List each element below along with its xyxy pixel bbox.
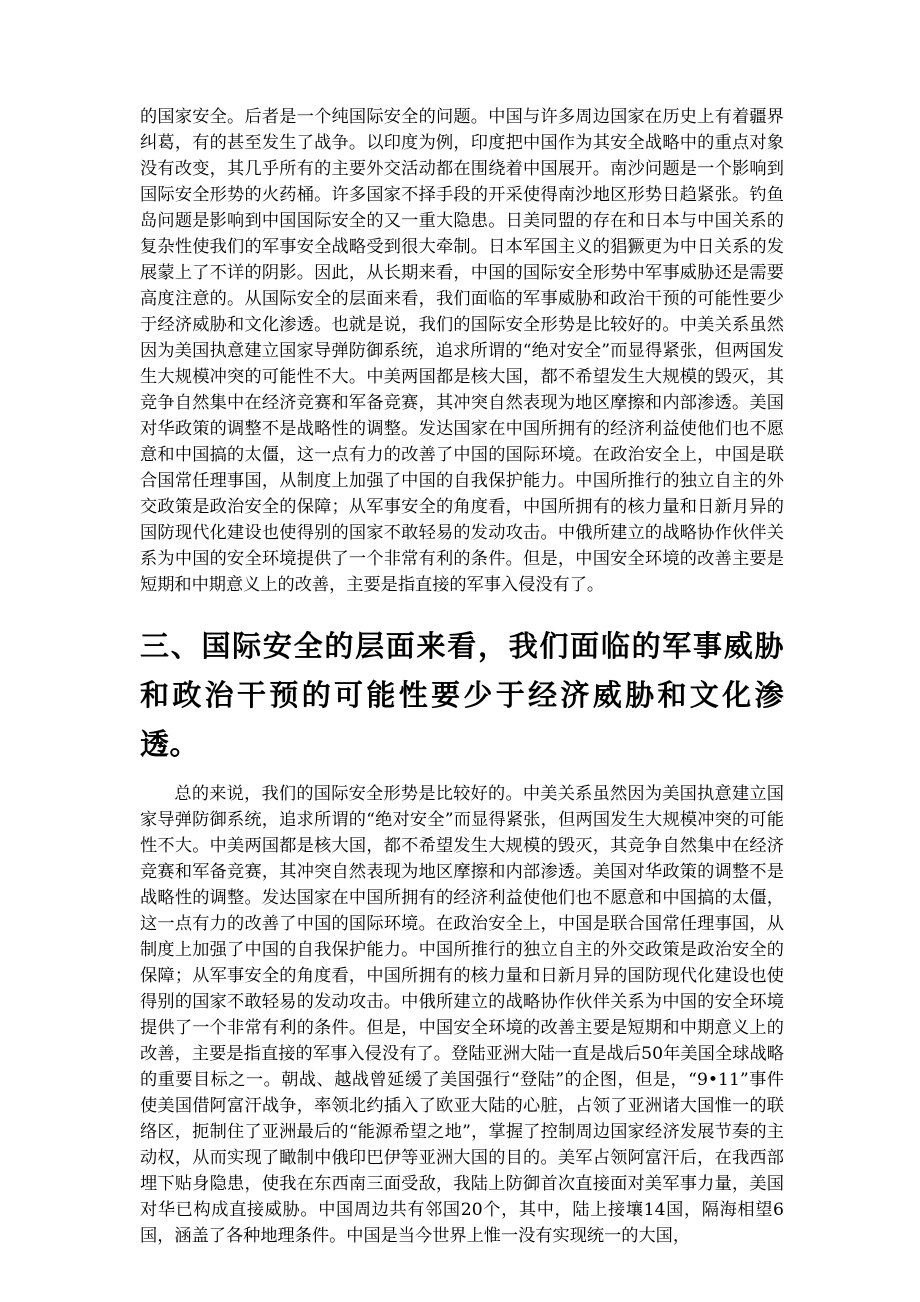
document-page [140,104,784,1249]
body-paragraph-2: 总的来说，我们的国际安全形势是比较好的。中美关系虽然因为美国执意建立国家导弹防御系统，追求所谓的“绝对安全”而显得紧张，但两国发生大规模冲突的可能性不大。中美两国都是核大国，都不希望发生大规模的毁灭，其竞争自然集中在经济竞赛和军备竞赛，其冲突自然表现为地区摩擦和内部渗透。美国对华政策的调整不是战略性的调整。发达国家在中国所拥有的经济利益使他们也不愿意和中国搞的太僵，这一点有力的改善了中国的国际环境。在政治安全上，中国是联合国常任理事国，从制度上加强了中国的自我保护能力。中国所推行的独立自主的外交政策是政治安全的保障；从军事安全的角度看，中国所拥有的核力量和日新月异的国防现代化建设也使得别的国家不敢轻易的发动攻击。中俄所建立的战略协作伙伴关系为中国的安全环境提供了一个非常有利的条件。但是，中国安全环境的改善主要是短期和中期意义上的改善，主要是指直接的军事入侵没有了。登陆亚洲大陆一直是战后50年美国全球战略的重要目标之一。朝战、越战曾延缓了美国强行“登陆”的企图，但是，“9•11”事件使美国借阿富汗战争，率领北约插入了欧亚大陆的心脏，占领了亚洲诸大国惟一的联络区，扼制住了亚洲最后的“能源希望之地”，掌握了控制周边国家经济发展节奏的主动权，从而实现了瞰制中俄印巴伊等亚洲大国的目的。美军占领阿富汗后，在我西部埋下贴身隐患，使我在东西南三面受敌，我陆上防御首次直接面对美军事力量，美国对华已构成直接威胁。中国周边共有邻国20个，其中，陆上接壤14国，隔海相望6国，涵盖了各种地理条件。中国是当今世界上惟一没有实现统一的大国， [140,784,784,1246]
body-paragraph-1: 的国家安全。后者是一个纯国际安全的问题。中国与许多周边国家在历史上有着疆界纠葛，有的甚至发生了战争。以印度为例，印度把中国作为其安全战略中的重点对象没有改变，其几乎所有的主要外交活动都在围绕着中国展开。南沙问题是一个影响到国际安全形势的火药桶。许多国家不择手段的开采使得南沙地区形势日趋紧张。钓鱼岛问题是影响到中国国际安全的又一重大隐患。日美同盟的存在和日本与中国关系的复杂性使我们的军事安全战略受到很大牵制。日本军国主义的猖獗更为中日关系的发展蒙上了不详的阴影。因此，从长期来看，中国的国际安全形势中军事威胁还是需要高度注意的。从国际安全的层面来看，我们面临的军事威胁和政治干预的可能性要少于经济威胁和文化渗透。也就是说，我们的国际安全形势是比较好的。中美关系虽然因为美国执意建立国家导弹防御系统，追求所谓的“绝对安全”而显得紧张，但两国发生大规模冲突的可能性不大。中美两国都是核大国，都不希望发生大规模的毁灭，其竞争自然集中在经济竞赛和军备竞赛，其冲突自然表现为地区摩擦和内部渗透。美国对华政策的调整不是战略性的调整。发达国家在中国所拥有的经济利益使他们也不愿意和中国搞的太僵，这一点有力的改善了中国的国际环境。在政治安全上，中国是联合国常任理事国，从制度上加强了中国的自我保护能力。中国所推行的独立自主的外交政策是政治安全的保障；从军事安全的角度看，中国所拥有的核力量和日新月异的国防现代化建设也使得别的国家不敢轻易的发动攻击。中俄所建立的战略协作伙伴关系为中国的安全环境提供了一个非常有利的条件。但是，中国安全环境的改善主要是短期和中期意义上的改善，主要是指直接的军事入侵没有了。 [140,107,784,595]
section-heading: 三、国际安全的层面来看，我们面临的军事威胁和政治干预的可能性要少于经济威胁和文化渗透。 [140,629,784,761]
